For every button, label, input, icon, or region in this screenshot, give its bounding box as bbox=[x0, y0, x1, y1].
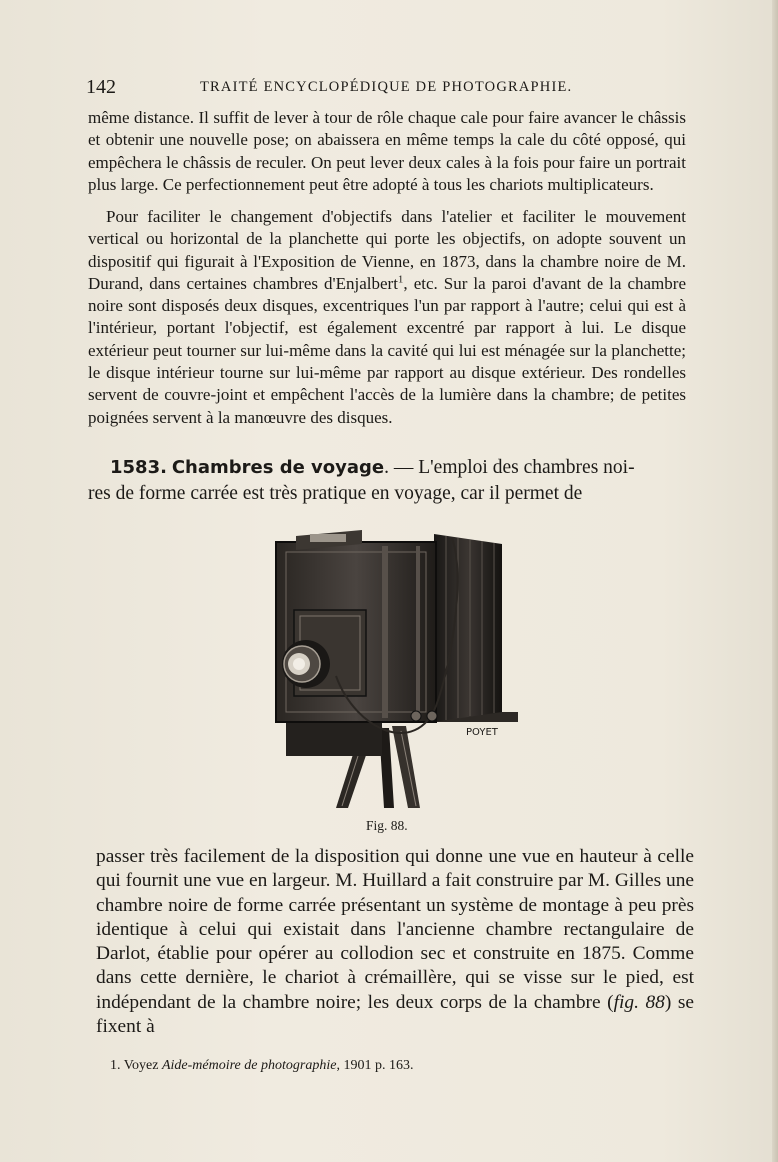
section-title: Chambres de voyage bbox=[171, 457, 385, 478]
paragraph-2-text-cont: , etc. Sur la paroi d'avant de la chambre noire sont disposés deux disques, excentriques l'un par rapport à l'autre; celui qui est à l'intérieur, portant l'objectif, est également excentré par rapport à lui. Le disque extérieur peut tourner sur lui-même dans la cavité qui lui est ménagée sur la planchette; le disque intérieur tourne sur lui-même par rapport au disque extérieur. Des rondelles servent de couvre-joint et empêchent l'accès de la lumière dans la chambre; de petites poignées servent à la manœuvre des disques. bbox=[88, 273, 686, 427]
footnote-work: Aide-mémoire de photographie bbox=[161, 1058, 337, 1073]
paragraph-3-text-end: ) se fixent à bbox=[96, 991, 694, 1038]
rack-knob bbox=[411, 711, 421, 721]
figure-reference: fig. 88 bbox=[613, 991, 665, 1013]
running-head bbox=[86, 76, 686, 100]
paragraph-2-text: Pour faciliter le changement d'objectifs dans l'atelier et faciliter le mouvement vertical ou horizontal de la planchette qui porte les objectifs, on adopte souvent un dispositif qui figurait à l'Exposition de Vienne, en 1873, dans la chambre noire de M. Durand, dans certaines chambres d'Enjalbert bbox=[88, 207, 686, 293]
section-intro-line1: . — L'emploi des chambres noi- bbox=[384, 457, 635, 478]
paragraph-3 bbox=[96, 845, 694, 1039]
paragraph-2 bbox=[88, 206, 686, 429]
footnote bbox=[110, 1058, 413, 1074]
footnote-ref: 1 bbox=[397, 273, 404, 286]
paragraph-1 bbox=[88, 107, 686, 196]
section-number: 1583. bbox=[110, 457, 167, 478]
footnote-suffix: , 1901 p. 163. bbox=[336, 1058, 414, 1073]
page-edge bbox=[772, 0, 778, 1162]
section-intro-line2: res de forme carrée est très pratique en voyage, car il permet de bbox=[88, 483, 583, 504]
header-title: TRAITÉ ENCYCLOPÉDIQUE DE PHOTOGRAPHIE. bbox=[200, 79, 573, 95]
maker-mark: POYET bbox=[466, 727, 498, 738]
level-plate bbox=[310, 534, 346, 542]
tripod-leg-right bbox=[392, 726, 420, 808]
camera-engraving bbox=[266, 516, 530, 812]
paragraph-1-text: même distance. Il suffit de lever à tour de rôle chaque cale pour faire avancer le châssis et obtenir une nouvelle pose; on abaissera en même temps la cale du côté opposé, qui empêchera le châssis de reculer. On peut lever deux cales à la fois pour faire un portrait plus large. Ce perfectionnement peut être adopté à tous les chariots multiplicateurs. bbox=[88, 108, 686, 194]
paragraph-3-text: passer très facilement de la disposition qui donne une vue en hauteur à celle qui fournit une vue en largeur. M. Huillard a fait construire par M. Gilles une chambre noire de forme carrée présentant un système de montage à peu près identique à celui qui existait dans l'ancienne chambre rectangulaire de Darlot, établie pour opérer au collodion sec et construite en 1875. Comme dans cette dernière, le chariot à crémaillère, qui se visse sur le pied, est indépendant de la chambre noire; les deux corps de la chambre ( bbox=[96, 846, 694, 1013]
camera-bed-front bbox=[286, 722, 382, 756]
view-camera-illustration bbox=[266, 516, 530, 812]
section-1583 bbox=[88, 455, 686, 507]
figure-caption: Fig. 88. bbox=[366, 818, 408, 833]
page-number: 142 bbox=[86, 76, 116, 98]
footnote-prefix: 1. Voyez bbox=[110, 1058, 159, 1073]
camera-bellows bbox=[434, 534, 502, 722]
